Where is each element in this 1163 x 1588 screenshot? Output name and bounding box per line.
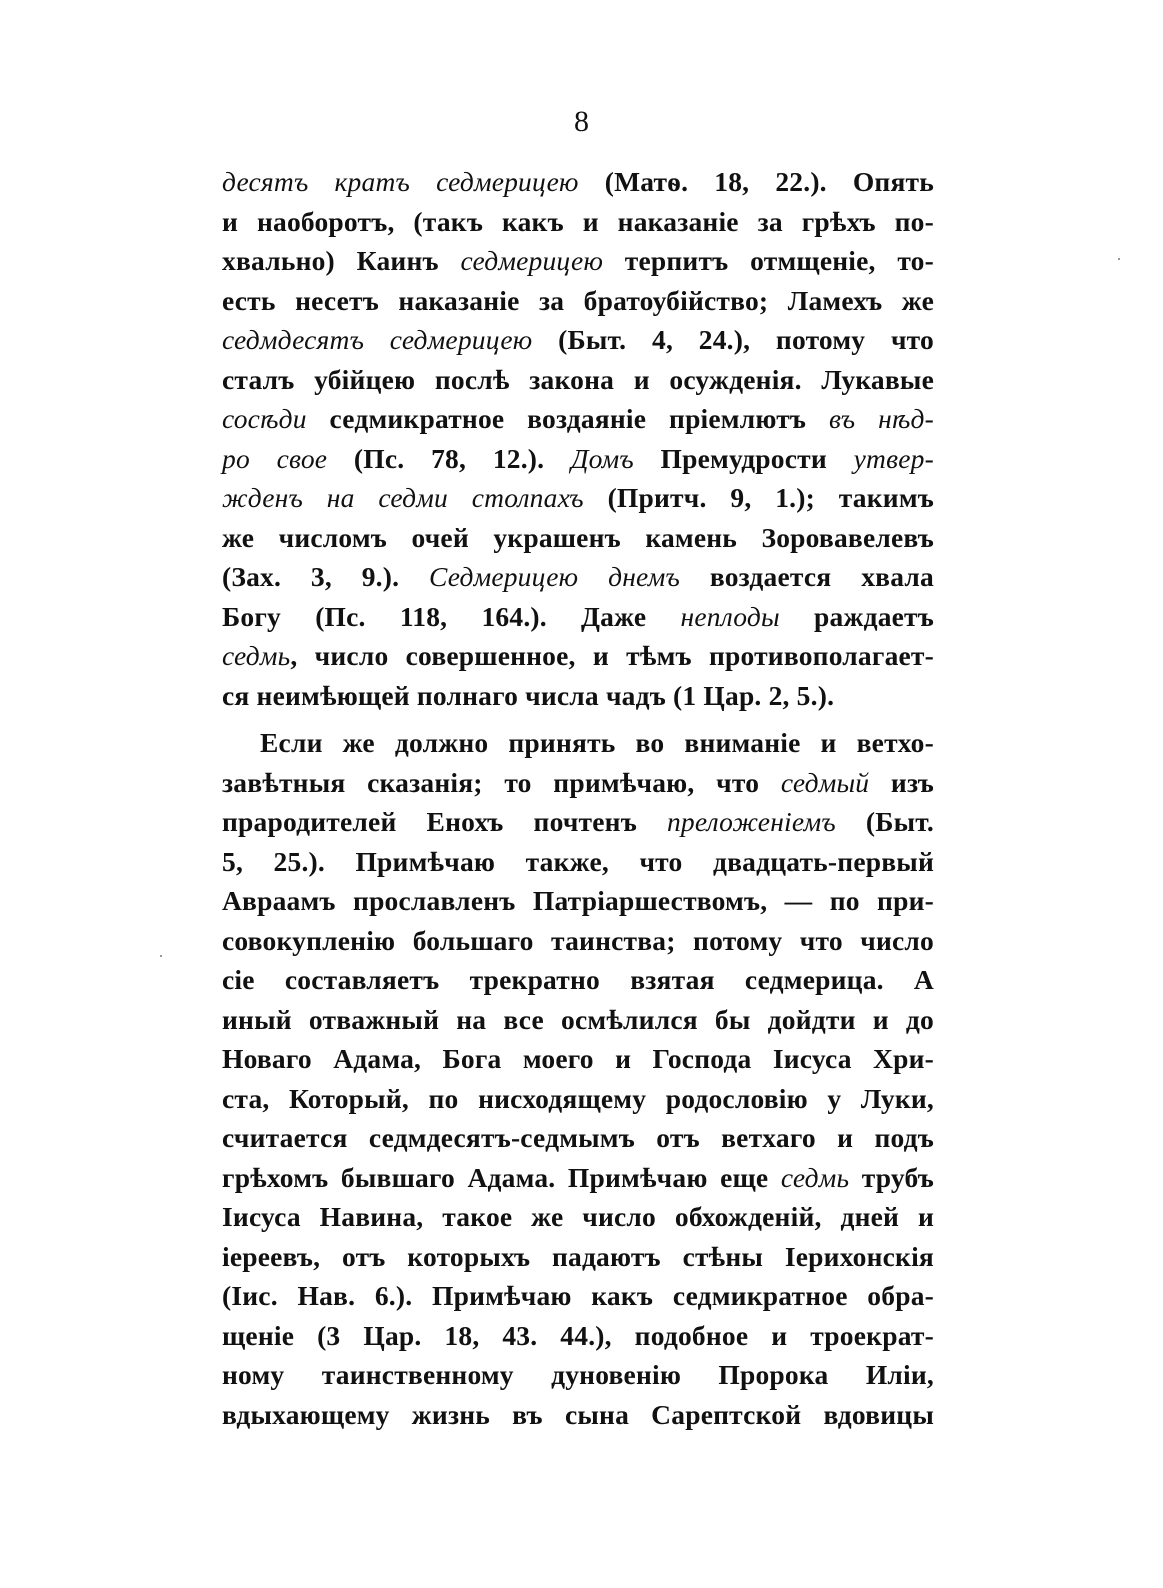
text-segment: завѣтныя сказанiя; то примѣчаю, что <box>222 766 781 798</box>
text-line <box>222 1276 934 1316</box>
text-line <box>222 1237 934 1277</box>
text-segment: , число совершенное, и тѣмъ противополагает- <box>290 640 934 671</box>
text-segment: (Быт. <box>835 806 935 837</box>
text-segment: (Зах. 3, 9.). <box>222 561 430 592</box>
text-line <box>222 1079 934 1119</box>
italic-text: седмдесятъ седмерицею <box>222 324 533 355</box>
text-line <box>222 1197 934 1237</box>
italic-text: жденъ на седми столпахъ <box>222 482 584 513</box>
text-segment: воздается хвала <box>680 561 934 592</box>
text-segment: хвально) Каинъ <box>222 245 461 276</box>
text-segment: седмикратное воздаянiе прiемлютъ <box>306 403 830 434</box>
text-segment: Если же должно принять во вниманiе и ветхо- <box>260 727 934 758</box>
text-line <box>222 1316 934 1356</box>
italic-text: ро свое <box>222 442 328 474</box>
text-line <box>222 281 934 321</box>
text-segment: ста, Который, по нисходящему родословiю у Луки, <box>222 1082 934 1114</box>
italic-text: седмь <box>222 640 291 671</box>
text-segment: 5, 25.). Примѣчаю также, что двадцать-первый <box>222 845 934 877</box>
text-segment: изъ <box>869 766 934 798</box>
text-line <box>222 597 934 637</box>
text-line <box>222 399 934 439</box>
text-line <box>222 763 934 803</box>
text-segment: терпитъ отмщенiе, то- <box>603 245 934 276</box>
text-line <box>222 960 934 1000</box>
text-segment: же числомъ очей украшенъ камень Зоровавелевъ <box>222 521 934 553</box>
text-segment: (Быт. 4, 24.), потому что <box>532 324 934 355</box>
text-segment: сталъ убiйцею послѣ закона и осужденiя. Лукавые <box>222 363 934 395</box>
text-segment: (Притч. 9, 1.); такимъ <box>583 482 934 513</box>
text-line <box>222 162 934 202</box>
italic-text: Седмерицею днемъ <box>429 561 680 592</box>
italic-text: седмерицею <box>460 245 604 276</box>
text-segment: совокупленiю большаго таинства; потому что число <box>222 924 934 956</box>
italic-text: седмый <box>780 766 870 798</box>
text-segment: ся неимѣющей полнаго числа чадъ (1 Цар. 2, 5.). <box>222 679 835 711</box>
margin-speck <box>1118 258 1120 260</box>
text-segment: Iисуса Навина, такое же число обхожденiй, дней и <box>222 1201 934 1232</box>
italic-text: Домъ <box>570 442 634 474</box>
text-segment: раждаетъ <box>779 600 934 632</box>
text-segment: ному таинственному дуновенiю Пророка Илiи, <box>222 1359 934 1390</box>
italic-text: десятъ кратъ седмерицею <box>222 166 579 197</box>
text-line <box>222 1355 934 1395</box>
text-line <box>222 842 934 882</box>
italic-text: сосѣди <box>222 403 307 434</box>
text-segment: (Матѳ. 18, 22.). Опять <box>578 166 934 197</box>
text-segment: Премудрости <box>633 442 854 474</box>
text-segment: iереевъ, отъ которыхъ падаютъ стѣны Iерихонскiя <box>222 1240 934 1272</box>
text-segment: Богу (Пс. 118, 164.). Даже <box>222 600 681 632</box>
text-segment: грѣхомъ бывшаго Адама. Примѣчаю еще <box>222 1161 781 1193</box>
text-segment: Новаго Адама, Бога моего и Господа Iисуса Хри- <box>222 1043 934 1074</box>
margin-speck <box>160 955 162 957</box>
text-line <box>222 881 934 921</box>
text-segment: (Пс. 78, 12.). <box>327 442 571 474</box>
text-segment: щенiе (3 Цар. 18, 43. 44.), подобное и троекрат- <box>222 1319 934 1351</box>
text-line <box>222 1158 934 1198</box>
text-segment: иный отважный на все осмѣлился бы дойдти и до <box>222 1003 934 1035</box>
page-number: 8 <box>574 105 589 138</box>
italic-text: седмь <box>780 1161 850 1193</box>
body-text <box>222 162 934 1434</box>
text-line <box>222 241 934 281</box>
text-line <box>222 1118 934 1158</box>
text-line <box>222 723 934 763</box>
text-line <box>222 202 934 242</box>
text-segment: есть несетъ наказанiе за братоубiйство; Ламехъ же <box>222 284 934 316</box>
text-segment: Авраамъ прославленъ Патрiаршествомъ, — по при- <box>222 885 934 916</box>
italic-text: неплоды <box>680 600 780 632</box>
text-line <box>222 1039 934 1079</box>
italic-text: преложенiемъ <box>666 806 836 837</box>
text-line <box>222 676 934 716</box>
text-line <box>222 921 934 961</box>
text-segment: сiе составляетъ трекратно взятая седмерица. А <box>222 964 934 995</box>
text-line <box>222 439 934 479</box>
text-segment: (Iис. Нав. 6.). Примѣчаю какъ седмикратное обра- <box>222 1280 934 1311</box>
text-line <box>222 802 934 842</box>
text-line <box>222 1000 934 1040</box>
text-segment: прародителей Енохъ почтенъ <box>222 806 667 837</box>
text-line <box>222 1395 934 1435</box>
italic-text: въ нѣд- <box>829 403 934 434</box>
text-line <box>222 518 934 558</box>
text-segment: трубъ <box>849 1161 934 1193</box>
italic-text: утвер- <box>853 442 934 474</box>
text-line <box>222 557 934 597</box>
text-segment: и наоборотъ, (такъ какъ и наказанiе за грѣхъ по- <box>222 205 934 237</box>
text-line <box>222 478 934 518</box>
text-line <box>222 360 934 400</box>
text-line <box>222 320 934 360</box>
text-line <box>222 636 934 676</box>
text-segment: вдыхающему жизнь въ сына Сарептской вдовицы <box>222 1398 934 1430</box>
text-segment: считается седмдесятъ-седмымъ отъ ветхаго и подъ <box>222 1122 934 1153</box>
